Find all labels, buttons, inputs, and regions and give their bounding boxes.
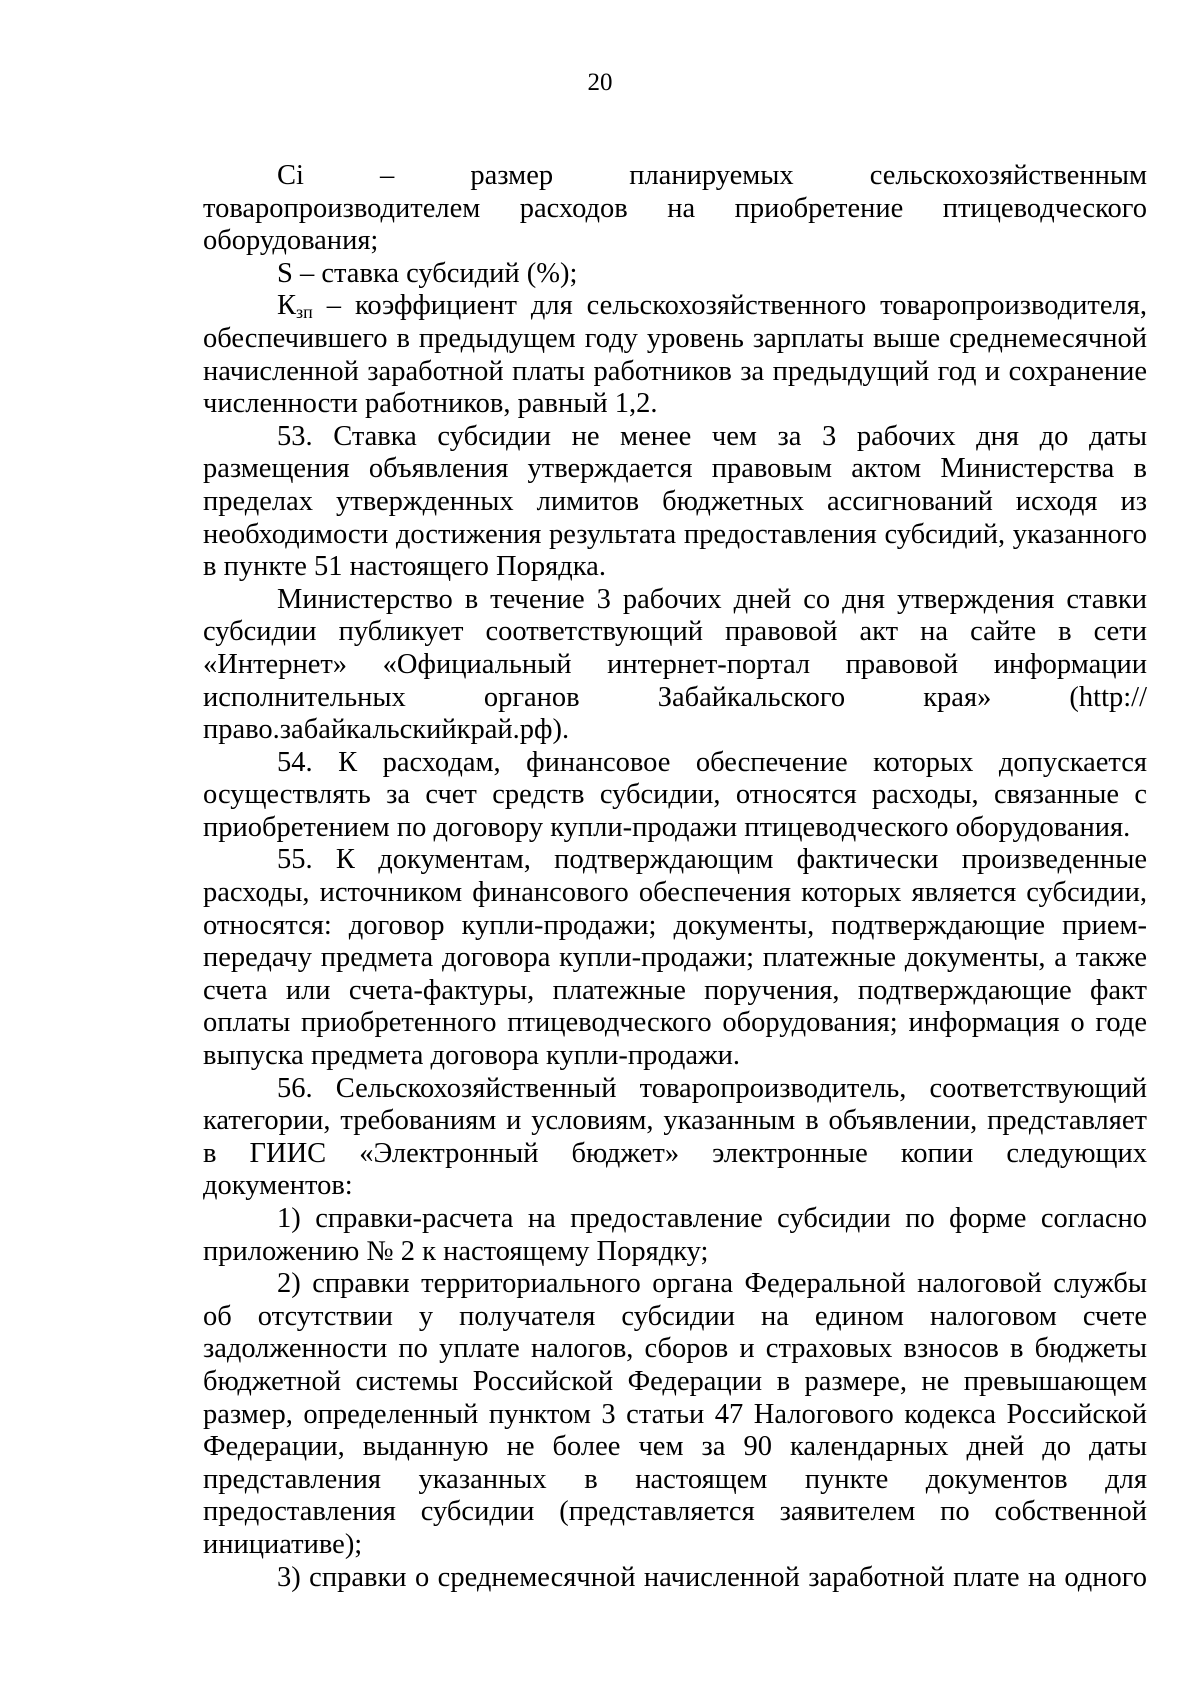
kzp-text: – коэффициент для сельскохозяйственного товаропроизводителя, обеспечившего в предыдущем году уровень зарплаты выше среднемесячной начисленной заработной платы работников за предыдущий год и сохранение численности работников, равный 1,2. bbox=[203, 290, 1147, 420]
paragraph-ci-definition: Ci – размер планируемых сельскохозяйственным товаропроизводителем расходов на приобретение птицеводческого оборудования; bbox=[203, 160, 1147, 257]
page-number: 20 bbox=[587, 69, 613, 96]
paragraph-56-item-1: 1) справки-расчета на предоставление субсидии по форме согласно приложению № 2 к настоящему Порядку; bbox=[203, 1203, 1147, 1267]
paragraph-kzp-definition bbox=[203, 290, 1147, 420]
paragraph-54: 54. К расходам, финансовое обеспечение которых допускается осуществлять за счет средств субсидии, относятся расходы, связанные с приобретением по договору купли-продажи птицеводческого оборудования. bbox=[203, 746, 1147, 843]
paragraph-56-item-3: 3) справки о среднемесячной начисленной заработной плате на одного bbox=[277, 1561, 1147, 1593]
paragraph-56-item-2: 2) справки территориального органа Федеральной налоговой службы об отсутствии у получателя субсидии на едином налоговом счете задолженности по уплате налогов, сборов и страховых взносов в бюджеты бюджетной системы Российской Федерации в размере, не превышающем размер, определенный пунктом 3 статьи 47 Налогового кодекса Российской Федерации, выданную не более чем за 90 календарных дней до даты представления указанных в настоящем пункте документов для предоставления субсидии (представляется заявителем по собственной инициативе); bbox=[203, 1268, 1147, 1560]
paragraph-56: 56. Сельскохозяйственный товаропроизводитель, соответствующий категории, требованиям и условиям, указанным в объявлении, представляет в ГИИС «Электронный бюджет» электронные копии следующих документов: bbox=[203, 1072, 1147, 1202]
paragraph-55: 55. К документам, подтверждающим фактически произведенные расходы, источником финансового обеспечения которых является субсидии, относятся: договор купли-продажи; документы, подтверждающие прием-передачу предмета договора купли-продажи; платежные документы, а также счета или счета-фактуры, платежные поручения, подтверждающие факт оплаты приобретенного птицеводческого оборудования; информация о годе выпуска предмета договора купли-продажи. bbox=[203, 844, 1147, 1072]
paragraph-53: 53. Ставка субсидии не менее чем за 3 рабочих дня до даты размещения объявления утверждается правовым актом Министерства в пределах утвержденных лимитов бюджетных ассигнований исходя из необходимости достижения результата предоставления субсидий, указанного в пункте 51 настоящего Порядка. bbox=[203, 420, 1147, 583]
paragraph-s-definition: S – ставка субсидий (%); bbox=[277, 257, 578, 289]
kzp-symbol: К bbox=[277, 290, 297, 322]
document-body bbox=[203, 160, 1147, 1594]
paragraph-53-ministry: Министерство в течение 3 рабочих дней со дня утверждения ставки субсидии публикует соответствующий правовой акт на сайте в сети «Интернет» «Официальный интернет-портал правовой информации исполнительных органов Забайкальского края» (http://право.забайкальскийкрай.рф). bbox=[203, 583, 1147, 746]
kzp-subscript: зп bbox=[296, 302, 313, 323]
